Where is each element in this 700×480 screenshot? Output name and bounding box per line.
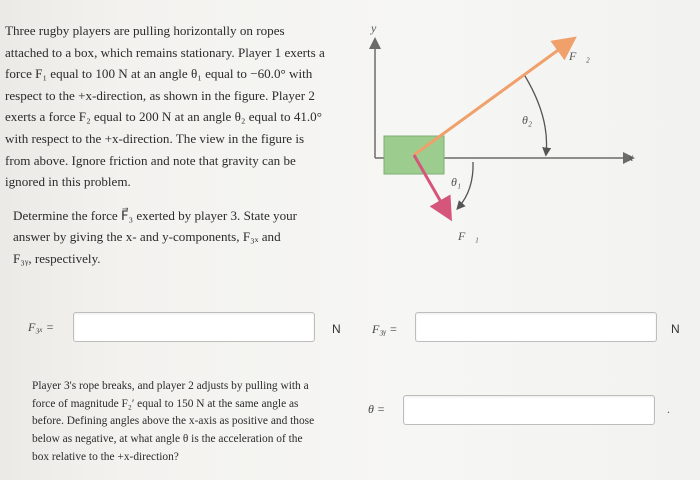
problem-line: exerts a force F₂ equal to 200 N at an angle θ₂ equal to 41.0°	[5, 109, 322, 125]
y-axis-label: y	[371, 21, 377, 35]
f3y-unit: N	[671, 322, 680, 336]
theta-suffix: .	[667, 402, 670, 416]
question-line: F₃ᵧ, respectively.	[13, 250, 101, 266]
problem-line: attached to a box, which remains stationary. Player 1 exerts a	[5, 44, 325, 60]
f3x-unit: N	[332, 322, 341, 336]
followup-line: Player 3's rope breaks, and player 2 adjusts by pulling with a	[32, 380, 309, 392]
problem-line: force F₁ equal to 100 N at an angle θ₁ equal to −60.0° with	[5, 66, 313, 82]
force-diagram	[360, 18, 660, 258]
f3y-input[interactable]	[415, 312, 657, 342]
f2-arrow	[414, 40, 572, 155]
problem-line: ignored in this problem.	[5, 174, 131, 190]
problem-line: with respect to the +x-direction. The view in the figure is	[5, 130, 305, 146]
f3y-label: F₃ᵧ =	[372, 322, 398, 336]
f2-label: F⃗₂	[569, 49, 590, 63]
followup-line: force of magnitude F₂′ equal to 150 N at the same angle as	[32, 397, 299, 410]
followup-question	[32, 378, 352, 467]
f1-label: F⃗₁	[458, 229, 479, 243]
problem-line: respect to the +x-direction, as shown in the figure. Player 2	[5, 87, 315, 103]
f3x-label: F₃ₓ =	[28, 320, 55, 334]
problem-statement	[5, 20, 350, 270]
followup-line: below as negative, at what angle θ is the acceleration of the	[32, 433, 303, 446]
followup-line: box relative to the +x-direction?	[32, 450, 179, 463]
problem-line: from above. Ignore friction and note that gravity can be	[5, 152, 296, 168]
theta2-label: θ₂	[522, 113, 533, 127]
theta-label: θ =	[368, 402, 385, 416]
question-line: answer by giving the x- and y-components, F₃ₓ and	[13, 229, 281, 245]
followup-line: before. Defining angles above the x-axis as positive and those	[32, 415, 315, 428]
problem-line: Three rugby players are pulling horizontally on ropes	[5, 23, 285, 38]
problem-paragraph	[5, 20, 350, 193]
theta-input[interactable]	[403, 395, 655, 425]
f3x-input[interactable]	[73, 312, 315, 342]
question-paragraph	[5, 205, 350, 270]
theta1-label: θ₁	[451, 175, 462, 189]
question-line: Determine the force F⃗₃ exerted by player 3. State your	[13, 207, 298, 223]
x-axis-label: x	[628, 150, 634, 164]
